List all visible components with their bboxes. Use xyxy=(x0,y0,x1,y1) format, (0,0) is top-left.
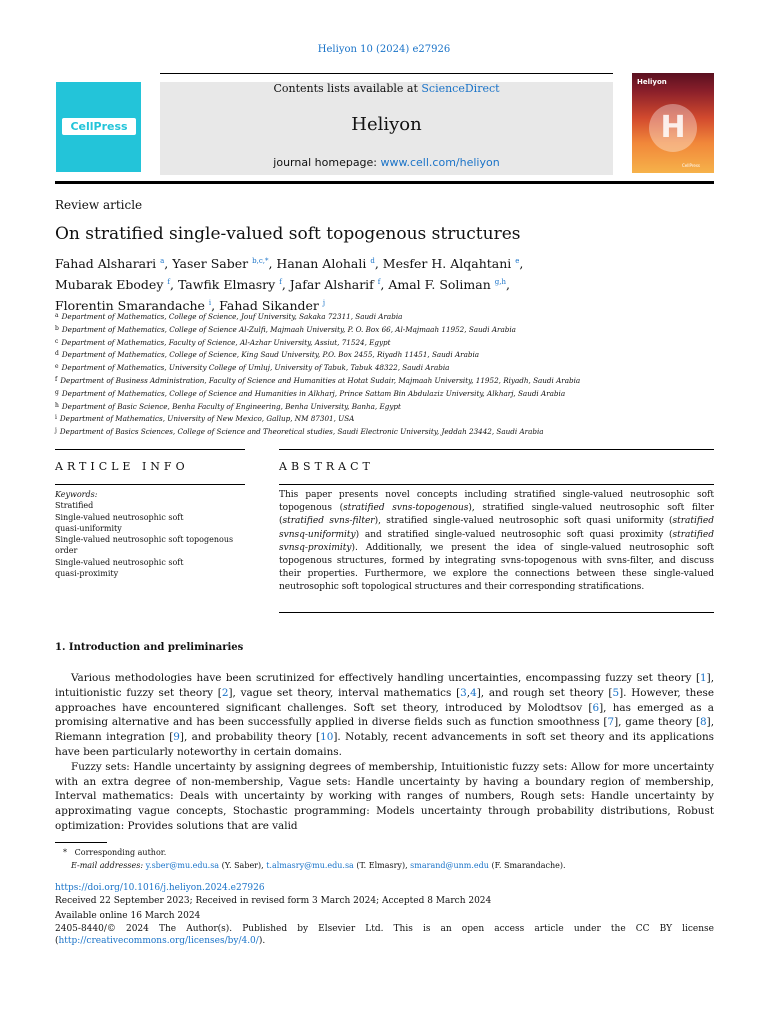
abstract-top-rule xyxy=(279,449,714,450)
keyword-item: quasi-proximity xyxy=(55,569,119,579)
reference-link[interactable]: 7 xyxy=(607,716,615,729)
affiliation-item: $^c$ Department of Mathematics, Faculty of Science, Al-Azhar University, Assiut, 71524, Egypt xyxy=(55,337,391,347)
journal-cover-image[interactable] xyxy=(632,73,714,173)
corresponding-author-note: * Corresponding author. xyxy=(63,848,167,857)
reference-link[interactable]: 1 xyxy=(700,672,707,684)
homepage-prefix: journal homepage: xyxy=(273,156,381,169)
reference-link[interactable]: 9 xyxy=(173,731,180,744)
author[interactable]: Tawfik Elmasry $^f$ xyxy=(177,277,282,292)
license-link[interactable]: http://creativecommons.org/licenses/by/4.0/ xyxy=(58,936,259,946)
author[interactable]: Hanan Alohali $^d$ xyxy=(276,256,375,271)
affiliation-item: $^i$ Department of Mathematics, University of New Mexico, Gallup, NM 87301, USA xyxy=(55,414,355,424)
license-text: 2405-8440/© 2024 The Author(s). Published by Elsevier Ltd. This is an open access article under the CC BY license (http://creativecommons.org/licenses/by/4.0/). xyxy=(55,923,714,946)
author[interactable]: Mubarak Ebodey $^f$ xyxy=(55,277,170,292)
body-text xyxy=(55,671,714,834)
article-info-heading: ARTICLE INFO xyxy=(55,460,189,473)
abstract-text: This paper presents novel concepts including stratified single-valued neutrosophic soft topogenous (stratified svns-topogenous), stratified single-valued neutrosophic soft filter (stratified svns-filter), stratified single-valued neutrosophic soft quasi uniformity (stratified svnsq-uniformity) and stratified single-valued neutrosophic soft quasi proximity (stratified svnsq-proximity). Additionally, we present the idea of single-valued neutrosophic soft topogenous structures, formed by integrating svns-topogenous with svns-filter, and discuss their properties. Furthermore, we explore the connections between these single-valued neutrosophic soft topological structures and their corresponding stratifications. xyxy=(279,490,715,593)
author[interactable]: Fahad Alsharari $^a$ xyxy=(55,256,165,271)
email-link[interactable]: smarand@unm.edu xyxy=(410,861,489,870)
contents-prefix: Contents lists available at xyxy=(273,82,422,95)
article-info-bottom-rule xyxy=(55,484,245,485)
footnotes xyxy=(55,846,715,872)
available-online: Available online 16 March 2024 xyxy=(55,911,201,921)
keyword-item: Single-valued neutrosophic soft xyxy=(55,557,184,567)
email-addresses: E-mail addresses: y.sber@mu.edu.sa (Y. Saber), t.almasry@mu.edu.sa (T. Elmasry), smarand@unm.edu (F. Smarandache). xyxy=(71,861,566,870)
affiliation-item: $^j$ Department of Basics Sciences, College of Science and Theoretical studies, Saudi Electronic University, Jeddah 23442, Saudi Arabia xyxy=(55,427,544,437)
article-type: Review article xyxy=(55,198,143,212)
abstract-mid-rule xyxy=(279,484,714,485)
sciencedirect-link[interactable]: ScienceDirect xyxy=(421,82,500,95)
email-link[interactable]: y.sber@mu.edu.sa xyxy=(145,861,220,870)
keyword-item: quasi-uniformity xyxy=(55,523,122,533)
journal-citation[interactable]: Heliyon 10 (2024) e27926 xyxy=(317,44,451,55)
reference-link[interactable]: 8 xyxy=(700,716,707,729)
affiliation-item: $^d$ Department of Mathematics, College of Science, King Saud University, P.O. Box 2455, Riyadh 11451, Saudi Arabia xyxy=(55,350,480,360)
author[interactable]: Fahad Sikander $^j$ xyxy=(219,298,326,313)
article-info-top-rule xyxy=(55,449,245,450)
affiliation-item: $^a$ Department of Mathematics, College of Science, Jouf University, Sakaka 72311, Saudi Arabia xyxy=(55,312,403,321)
footnote-rule xyxy=(55,842,107,843)
author[interactable]: Amal F. Soliman $^{g,h}$ xyxy=(388,277,506,292)
cover-h-letter: H xyxy=(660,110,686,145)
header-top-rule xyxy=(160,73,613,74)
affiliation-item: $^b$ Department of Mathematics, College of Science Al-Zulfi, Majmaah University, P. O. Box 66, Al-Majmaah 11952, Saudi Arabia xyxy=(55,324,516,334)
journal-homepage-link[interactable]: www.cell.com/heliyon xyxy=(380,156,500,169)
paragraph: Fuzzy sets: Handle uncertainty by assigning degrees of membership, Intuitionistic fuzzy sets: Allow for more uncertainty with an extra degree of non-membership, Vague sets: Handle uncertainty by having a boundary region of membership, Interval mathematics: Deals with uncertainty by working with ranges of numbers, Rough sets: Handle uncertainty by approximating vague concepts, Stochastic programming: Models uncertainty through probability distributions, Robust optimization: Provides solutions that are valid xyxy=(55,760,714,832)
cellpress-logo[interactable] xyxy=(62,118,136,135)
keyword-item: Single-valued neutrosophic soft xyxy=(55,512,184,522)
keyword-item: Single-valued neutrosophic soft topogenous xyxy=(55,535,234,545)
reference-link[interactable]: 10 xyxy=(320,731,334,744)
abstract-bottom-rule xyxy=(279,612,714,613)
affiliation-item: $^e$ Department of Mathematics, University College of Umluj, University of Tabuk, Tabuk 48322, Saudi Arabia xyxy=(55,363,450,373)
author[interactable]: Mesfer H. Alqahtani $^e$ xyxy=(382,256,520,271)
author-list: Fahad Alsharari $^a$, Yaser Saber $^{b,c,*}$, Hanan Alohali $^d$, Mesfer H. Alqahtani $^e$, Mubarak Ebodey $^f$, Tawfik Elmasry $^f$, Jafar Alsharif $^f$, Amal F. Soliman $^{g,h}$, Florentin Smarandache $^i$, Fahad Sikander $^j$ xyxy=(55,256,524,313)
journal-homepage-line xyxy=(160,156,613,169)
affiliation-list xyxy=(55,310,715,438)
paragraph: Various methodologies have been scrutinized for effectively handling uncertainties, encompassing fuzzy set theory [1], intuitionistic fuzzy set theory [2], vague set theory, interval mathematics [3,4], and rough set theory [5]. However, these approaches have encountered significant challenges. Soft set theory, introduced by Molodtsov [6], has emerged as a promising alternative and has been successfully applied in diverse fields such as function smoothness [7], game theory [8], Riemann integration [9], and probability theory [10]. Notably, recent advancements in soft set theory and its applications have been particularly noteworthy in certain domains. xyxy=(55,672,714,758)
cover-title: Heliyon xyxy=(637,78,667,86)
keyword-item: Stratified xyxy=(55,501,94,511)
journal-name: Heliyon xyxy=(351,114,422,135)
reference-link[interactable]: 3 xyxy=(460,686,467,699)
reference-link[interactable]: 2 xyxy=(221,686,229,699)
author[interactable]: Yaser Saber $^{b,c,*}$ xyxy=(172,256,269,271)
reference-link[interactable]: 6 xyxy=(592,701,600,714)
affiliation-item: $^h$ Department of Basic Science, Benha Faculty of Engineering, Benha University, Banha, Egypt xyxy=(55,401,401,411)
doi-link[interactable]: https://doi.org/10.1016/j.heliyon.2024.e27926 xyxy=(55,883,265,893)
reference-link[interactable]: 5 xyxy=(612,686,620,699)
received-dates: Received 22 September 2023; Received in revised form 3 March 2024; Accepted 8 March 2024 xyxy=(55,895,492,906)
header-bottom-rule xyxy=(55,181,714,184)
reference-link[interactable]: 4 xyxy=(470,686,477,699)
section-heading: 1. Introduction and preliminaries xyxy=(55,642,244,653)
cover-brand: CellPress xyxy=(682,163,701,168)
publication-info xyxy=(55,882,714,948)
affiliation-item: $^g$ Department of Mathematics, College of Science and Humanities in Alkharj, Prince Sattam Bin Abdulaziz University, Alkharj, Saudi Arabia xyxy=(55,388,566,398)
article-title: On stratified single-valued soft topogenous structures xyxy=(55,224,521,244)
cellpress-logo-text: CellPress xyxy=(70,120,128,133)
author[interactable]: Jafar Alsharif $^f$ xyxy=(289,277,381,292)
author[interactable]: Florentin Smarandache $^i$ xyxy=(55,298,212,313)
keywords-block xyxy=(55,489,245,579)
keywords-label: Keywords: xyxy=(55,490,98,499)
email-link[interactable]: t.almasry@mu.edu.sa xyxy=(266,861,354,870)
abstract-heading: ABSTRACT xyxy=(279,460,374,473)
affiliation-item: $^f$ Department of Business Administration, Faculty of Science and Humanities at Hotat Sudair, Majmaah University, 11952, Riyadh, Saudi Arabia xyxy=(55,375,581,385)
contents-line xyxy=(160,82,613,95)
keyword-item: order xyxy=(55,546,78,556)
